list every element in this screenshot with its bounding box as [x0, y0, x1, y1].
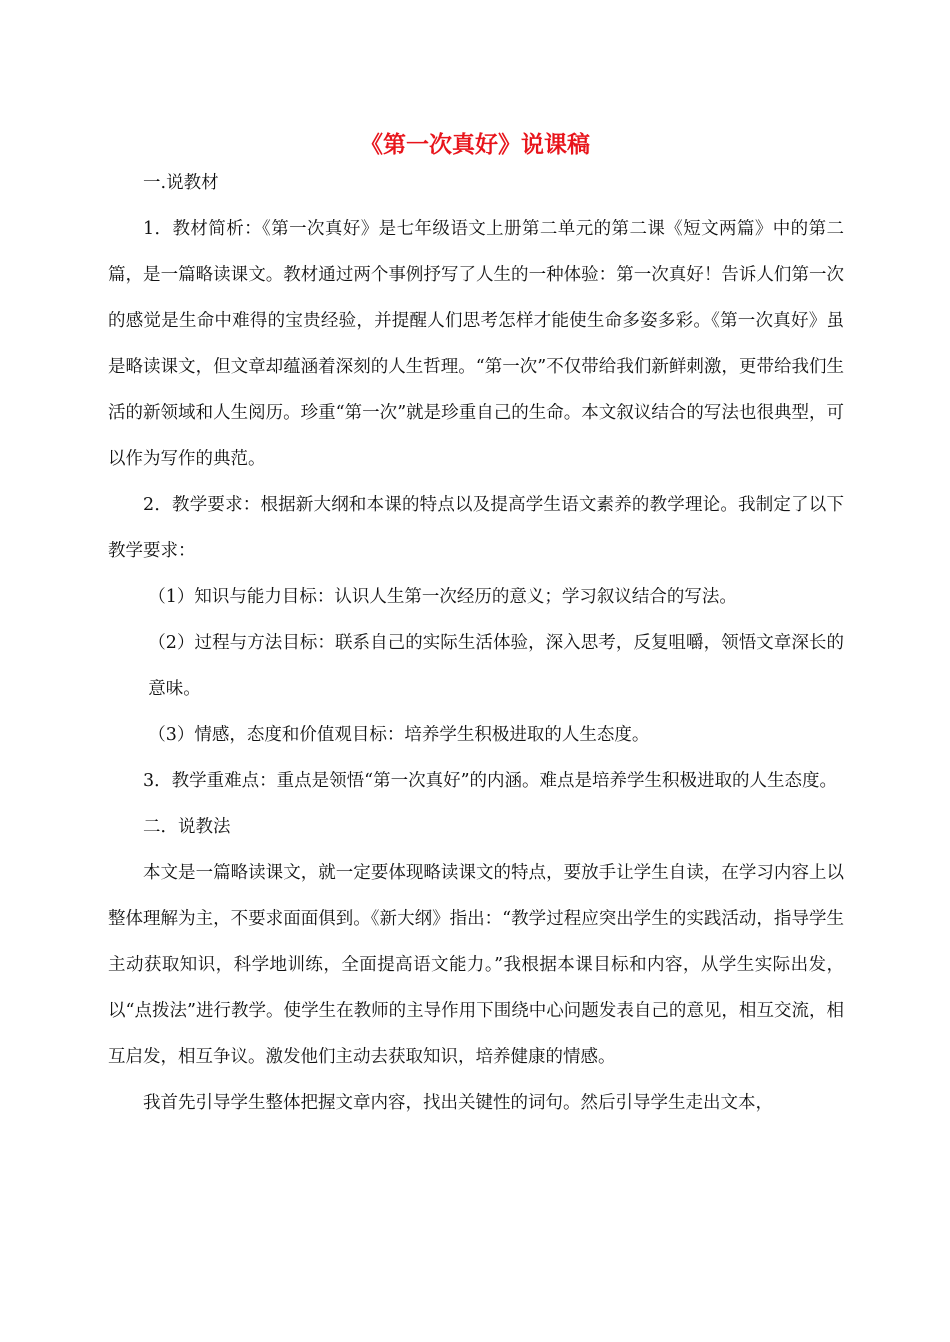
document-title: 《第一次真好》说课稿	[360, 131, 590, 158]
paragraph-teaching-requirements: 2．教学要求：根据新大纲和本课的特点以及提高学生语文素养的教学理论。我制定了以下教学要求：	[108, 495, 844, 561]
document-body	[108, 160, 844, 1126]
paragraph-textbook-analysis: 1．教材简析：《第一次真好》是七年级语文上册第二单元的第二课《短文两篇》中的第二篇，是一篇略读课文。教材通过两个事例抒写了人生的一种体验：第一次真好！告诉人们第一次的感觉是生命中难得的宝贵经验，并提醒人们思考怎样才能使生命多姿多彩。《第一次真好》虽是略读课文，但文章却蕴涵着深刻的人生哲理。“第一次”不仅带给我们新鲜刺激，更带给我们生活的新领域和人生阅历。珍重“第一次”就是珍重自己的生命。本文叙议结合的写法也很典型，可以作为写作的典范。	[108, 219, 844, 469]
paragraph-key-points: 3．教学重难点：重点是领悟“第一次真好”的内涵。难点是培养学生积极进取的人生态度。	[143, 771, 838, 791]
section-heading-method: 二．说教法	[143, 817, 231, 837]
list-item-goal-1: （1）知识与能力目标：认识人生第一次经历的意义；学习叙议结合的写法。	[148, 587, 737, 607]
paragraph-method: 本文是一篇略读课文，就一定要体现略读课文的特点，要放手让学生自读，在学习内容上以整体理解为主，不要求面面俱到。《新大纲》指出：“教学过程应突出学生的实践活动，指导学生主动获取知识，科学地训练，全面提高语文能力。”我根据本课目标和内容，从学生实际出发，以“点拨法”进行教学。使学生在教师的主导作用下围绕中心问题发表自己的意见，相互交流，相互启发，相互争议。激发他们主动去获取知识，培养健康的情感。	[108, 863, 844, 1067]
section-heading-textbook: 一.说教材	[143, 173, 219, 193]
paragraph-guidance: 我首先引导学生整体把握文章内容，找出关键性的词句。然后引导学生走出文本，	[143, 1093, 773, 1113]
list-item-goal-2: （2）过程与方法目标：联系自己的实际生活体验，深入思考，反复咀嚼，领悟文章深长的意味。	[148, 633, 844, 699]
list-item-goal-3: （3）情感，态度和价值观目标：培养学生积极进取的人生态度。	[148, 725, 650, 745]
